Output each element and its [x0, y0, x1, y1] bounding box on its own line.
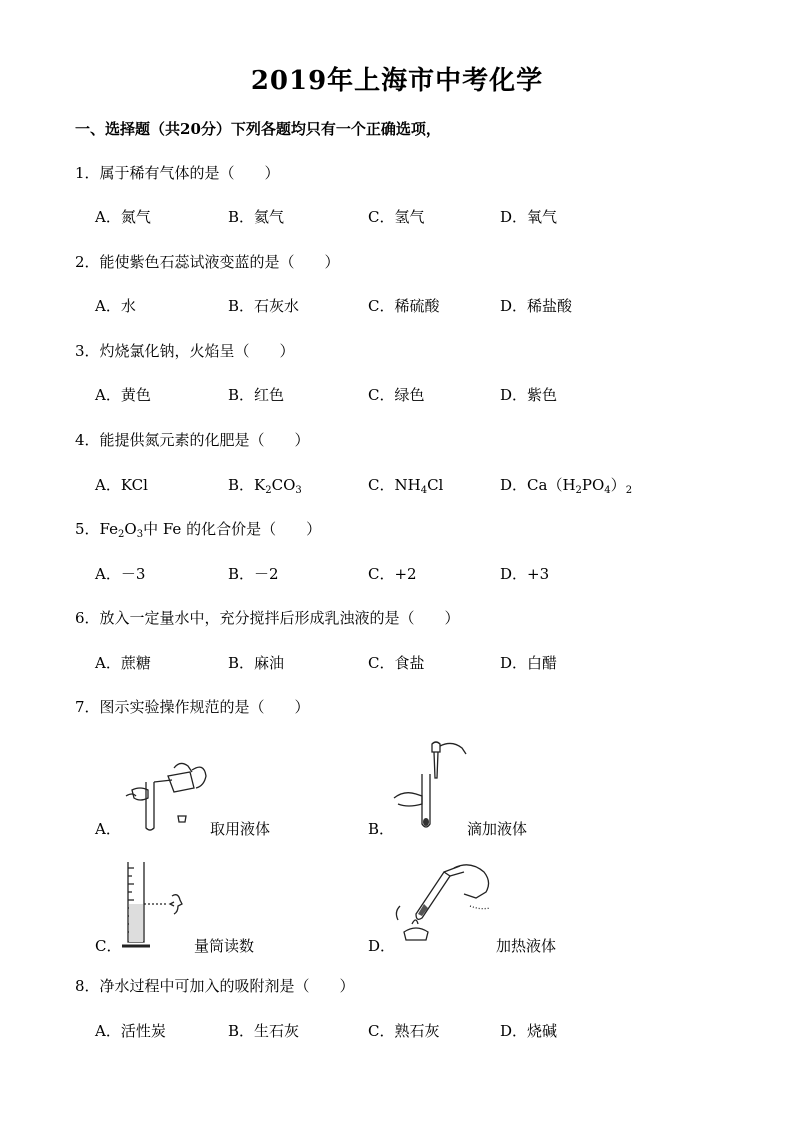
q1-option-a: A．氮气 [95, 208, 151, 226]
q5-option-a: A．－3 [95, 565, 146, 583]
question-8: 8．净水过程中可加入的吸附剂是（ ） [75, 977, 355, 995]
q6-option-a: A．蔗糖 [95, 654, 151, 672]
question-6: 6．放入一定量水中，充分搅拌后形成乳浊液的是（ ） [75, 609, 460, 627]
q4-option-b: B．$K_2CO_3$ [228, 476, 302, 496]
q3-option-a: A．黄色 [95, 386, 151, 404]
q1-option-b: B．氦气 [228, 208, 285, 226]
q2-option-a: A．水 [95, 297, 136, 315]
q7-option-d-label: 加热液体 [496, 937, 557, 955]
question-5: 5．$Fe_2O_3$中 Fe 的化合价是（ ） [75, 520, 322, 540]
q3-option-c: C．绿色 [368, 386, 425, 404]
q1-option-d: D．氧气 [500, 208, 558, 226]
question-7: 7．图示实验操作规范的是（ ） [75, 698, 310, 716]
question-4: 4．能提供氮元素的化肥是（ ） [75, 431, 310, 449]
section-heading: 一、选择题（共20分）下列各题均只有一个正确选项， [75, 120, 441, 138]
q3-option-d: D．紫色 [500, 386, 558, 404]
question-1: 1．属于稀有气体的是（ ） [75, 164, 280, 182]
q7-option-a-letter: A． [95, 820, 121, 838]
q8-option-d: D．烧碱 [500, 1022, 558, 1040]
q8-option-a: A．活性炭 [95, 1022, 166, 1040]
heating-liquid-figure [390, 862, 496, 946]
q4-option-d: D．$Ca(H_2PO_4)_2$ [500, 476, 633, 496]
q5-option-c: C．+2 [368, 565, 417, 583]
q5-option-d: D．+3 [500, 565, 550, 583]
q7-option-a-label: 取用液体 [210, 820, 271, 838]
question-2: 2．能使紫色石蕊试液变蓝的是（ ） [75, 253, 340, 271]
q7-option-c-label: 量筒读数 [194, 937, 255, 955]
q2-option-c: C．稀硫酸 [368, 297, 440, 315]
q1-option-c: C．氢气 [368, 208, 425, 226]
q2-option-b: B．石灰水 [228, 297, 300, 315]
q8-option-c: C．熟石灰 [368, 1022, 440, 1040]
q7-option-b-label: 滴加液体 [467, 820, 528, 838]
dropper-figure [388, 738, 468, 834]
question-3: 3．灼烧氯化钠，火焰呈（ ） [75, 342, 295, 360]
q4-option-a: A．KCl [95, 476, 148, 494]
q7-option-b-letter: B． [368, 820, 395, 838]
q7-option-d-letter: D． [368, 937, 396, 955]
graduated-cylinder-figure [118, 858, 194, 950]
q6-option-c: C．食盐 [368, 654, 425, 672]
pouring-liquid-figure [118, 752, 210, 834]
page-title: 2019年上海市中考化学 [250, 66, 544, 96]
q8-option-b: B．生石灰 [228, 1022, 300, 1040]
q6-option-b: B．麻油 [228, 654, 285, 672]
q5-option-b: B．－2 [228, 565, 279, 583]
q7-option-c-letter: C． [95, 937, 122, 955]
q6-option-d: D．白醋 [500, 654, 558, 672]
q3-option-b: B．红色 [228, 386, 285, 404]
q4-option-c: C．$NH_4Cl$ [368, 476, 444, 496]
q2-option-d: D．稀盐酸 [500, 297, 573, 315]
